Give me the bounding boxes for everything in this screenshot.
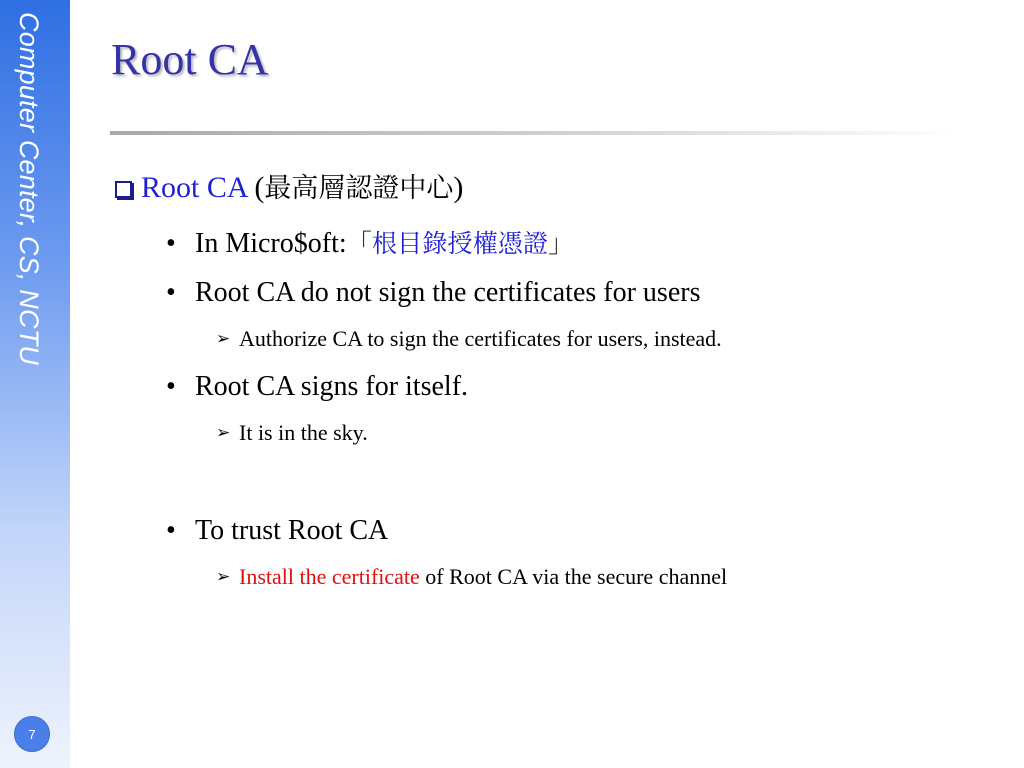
bullet-item-3-sub: [216, 420, 368, 446]
page-number-badge: 7: [14, 716, 50, 752]
dot-bullet-icon: •: [166, 371, 176, 402]
slide-title: Root CA: [111, 35, 269, 84]
dot-bullet-icon: •: [166, 515, 176, 546]
bullet-item-2-sub: [216, 326, 722, 352]
arrow-bullet-icon: ➢: [216, 423, 231, 443]
dot-bullet-icon: •: [166, 228, 176, 259]
bullet-item-4: [166, 515, 388, 547]
bullet-main-paren-open: (: [246, 171, 265, 204]
bullet-main-cjk: 最高層認證中心: [264, 173, 454, 204]
bullet-item-1-quote-open: 「: [346, 229, 372, 258]
bullet-item-2-label: Root CA do not sign the certificates for users: [195, 277, 701, 308]
sidebar-label: Computer Center, CS, NCTU: [14, 12, 44, 366]
dot-bullet-icon: •: [166, 277, 176, 308]
bullet-item-2: [166, 277, 700, 309]
bullet-item-1-quote-close: 」: [548, 229, 574, 258]
bullet-item-1: [166, 224, 573, 260]
bullet-main-paren-close: ): [453, 171, 464, 204]
arrow-bullet-icon: ➢: [216, 329, 231, 349]
bullet-item-2-sub-label: Authorize CA to sign the certificates for users, instead.: [239, 326, 722, 351]
bullet-item-4-sub-rest: of Root CA via the secure channel: [419, 564, 728, 589]
bullet-item-1-cjk: 根目錄授權憑證: [371, 229, 549, 258]
bullet-item-3: [166, 371, 468, 403]
bullet-item-3-label: Root CA signs for itself.: [195, 371, 469, 402]
bullet-item-4-sub: [216, 564, 727, 590]
bullet-item-4-label: To trust Root CA: [195, 515, 389, 546]
checkbox-bullet-icon: [115, 172, 141, 206]
bullet-item-1-label: In Micro$oft:: [195, 228, 347, 259]
bullet-main: [115, 166, 463, 205]
bullet-item-4-sub-highlight: Install the certificate: [239, 564, 420, 589]
bullet-item-3-sub-label: It is in the sky.: [239, 420, 368, 445]
arrow-bullet-icon: ➢: [216, 567, 231, 587]
bullet-main-label: Root CA: [141, 171, 247, 204]
